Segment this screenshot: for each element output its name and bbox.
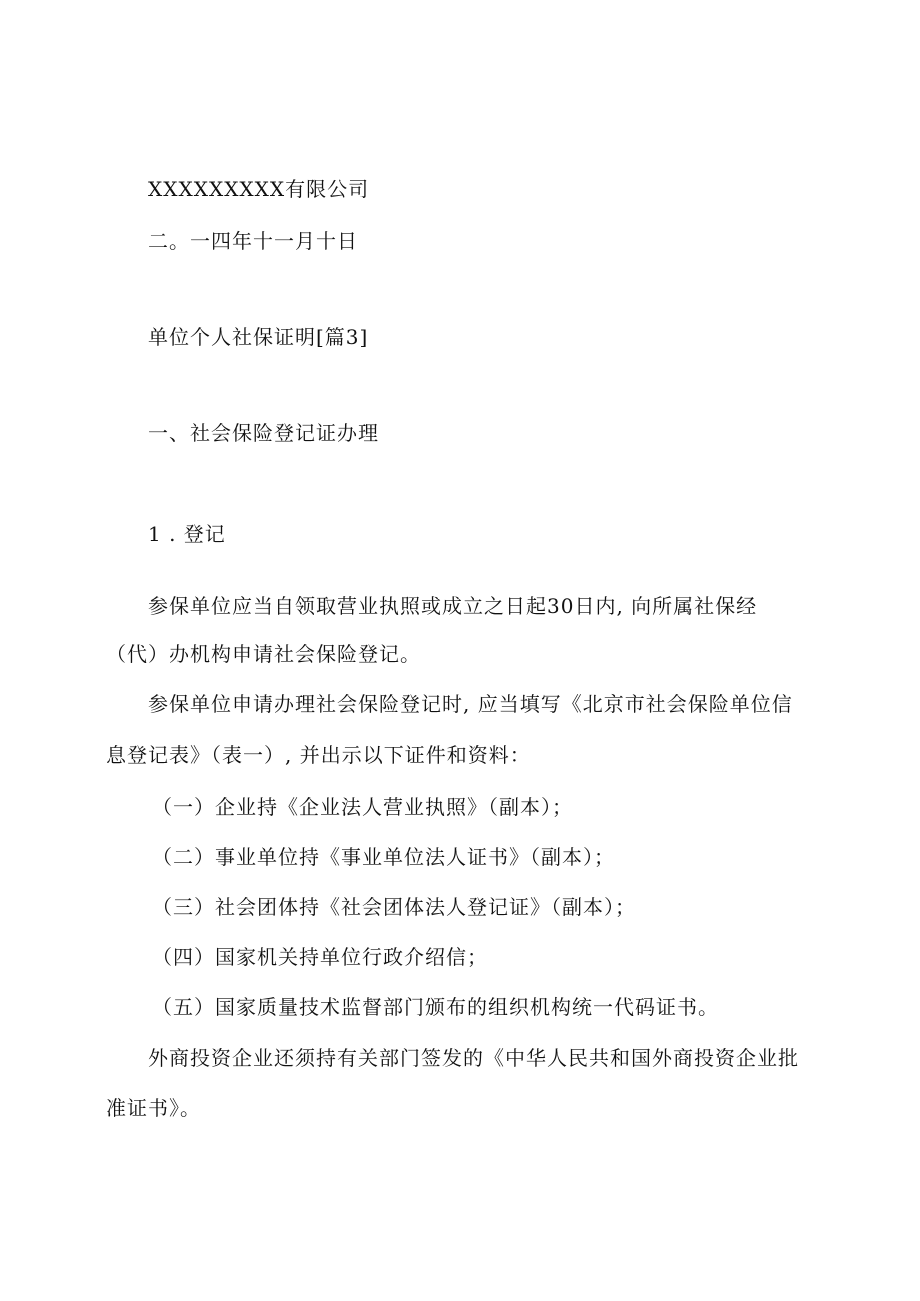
paragraph-1-line-2: （代）办机构申请社会保险登记。 xyxy=(106,642,421,666)
document-date: 二。一四年十一月十日 xyxy=(148,229,358,253)
list-item: （一）企业持《企业法人营业执照》（副本）； xyxy=(152,795,573,819)
list-item: （二）事业单位持《事业单位法人证书》（副本）； xyxy=(152,845,615,869)
paragraph-2-line-2: 息登记表》（表一）, 并出示以下证件和资料： xyxy=(106,743,531,767)
paragraph-2-line-1: 参保单位申请办理社会保险登记时, 应当填写《北京市社会保险单位信 xyxy=(148,692,793,716)
list-item: （四）国家机关持单位行政介绍信； xyxy=(152,945,488,969)
paragraph-3-line-1: 外商投资企业还须持有关部门签发的《中华人民共和国外商投资企业批 xyxy=(148,1046,799,1070)
list-item: （三）社会团体持《社会团体法人登记证》（副本）； xyxy=(152,895,636,919)
list-item: （五）国家质量技术监督部门颁布的组织机构统一代码证书。 xyxy=(152,995,719,1019)
section-heading: 一、社会保险登记证办理 xyxy=(148,421,379,445)
paragraph-3-line-2: 准证书》。 xyxy=(106,1096,201,1120)
paragraph-1-line-1: 参保单位应当自领取营业执照或成立之日起30日内, 向所属社保经 xyxy=(148,594,758,618)
page-title: 单位个人社保证明[篇3] xyxy=(148,325,369,349)
subsection-heading: 1 . 登记 xyxy=(148,522,226,546)
company-name: XXXXXXXXX有限公司 xyxy=(148,177,370,201)
